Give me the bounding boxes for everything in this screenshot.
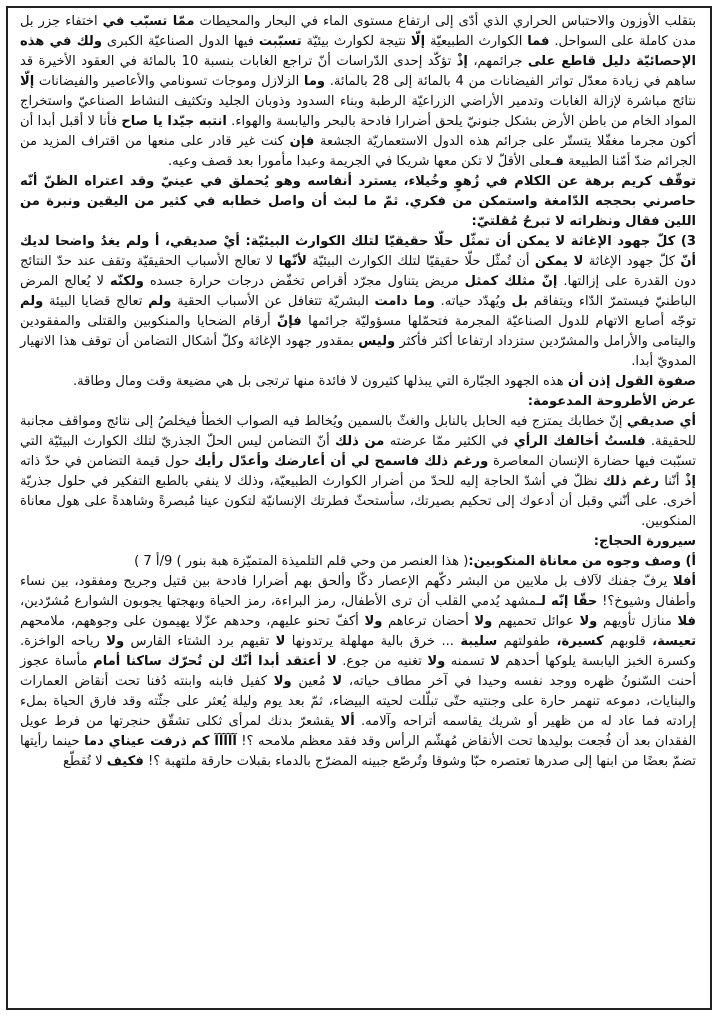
text-run: البشريّة تتغافل عن الأسباب الحقية	[171, 294, 375, 309]
bold-text-run: إذْ	[684, 474, 696, 489]
bold-text-run: لا	[332, 674, 343, 689]
text-run: يرفّ جفنك لآلاف بل ملايين من البشر دكّهم الإعصار دكّا وألحق بهم أضرارا فادحة بين قتيل وجريح ومفقود، بين نساء وأطفال وشيوخ؟!	[20, 574, 696, 609]
text-run: يقشعرّ بدنك لمرأى ثكلى تشقّق حنجرتها من فرط عويل الفقدان بعد أن فُجعت بوليدها تحت الأنقاض مُهشّم الرأس وقد فقد معظم ملامحه ؟!	[20, 714, 697, 749]
text-run: بمقدور جهود الإغاثة وكلّ أشكال التضامن أن توقف هذا الانهيار المدويّ أبدا.	[20, 334, 696, 369]
text-run: حينما رأيتها تضمّ بعضًا من ابنها إلى صدرها تعتصره حبّا وشوقا وتُرصّع جبينه المضرّج بالدماء بقبلات حارقة ملتهبة ؟!	[20, 734, 696, 769]
bold-text-run: ولم	[20, 294, 44, 309]
bold-text-run: تسبّبت	[258, 34, 302, 49]
text-run: لا تعالج الأسباب الحقيقيّة وتقف عند حدّ النتائج دون القدرة على إزالتها.	[20, 254, 697, 289]
text-run: أنّ التضامن ليس الحلّ الجذريّ لتلك الكوارث البيئيّة التي تسبّبت فيها حضارة الإنسان المعاصرة	[20, 434, 696, 469]
bold-text-run: لأنّها	[278, 254, 307, 269]
text-run: اختفاء جزر بل مدن كاملة على السواحل.	[20, 14, 696, 49]
bold-text-run: ممّا تسبّب في	[102, 14, 195, 29]
text-run: تغنيه من جوع.	[336, 654, 428, 669]
bold-text-run: عرض الأطروحة المدعومة:	[527, 394, 696, 409]
text-run: طفولتهم	[497, 634, 557, 649]
bold-text-run: أفلا	[672, 574, 696, 589]
text-run: ويُهدّد حياته.	[434, 294, 512, 309]
bold-text-run: فلا	[677, 614, 696, 629]
bold-text-run: تعيسة،	[652, 634, 697, 649]
bold-text-run: انتبه جيّدا يا صاح	[121, 114, 227, 129]
text-run: الكوارث الطبيعيّة	[425, 34, 528, 49]
bold-text-run: ولم	[148, 294, 172, 309]
bold-text-run: لا أعتقد أبدا أنّك لن تُحرّك ساكنا أمام	[93, 654, 337, 669]
bold-text-run: إنّ مثلك كمثل	[464, 274, 558, 289]
text-run: مريض يتناول مجرّد أقراص تخفّض درجات حرارة جسده	[143, 274, 465, 289]
text-run: إنّ خطابك يمتزج فيه الحابل بالنابل والغثّ بالسمين ويُخالط فيه الصواب الخطأ فيخلصُ إلى نتائج ومواقف مجانبة للحقيقة.	[20, 414, 697, 449]
bold-text-run: فلستُ أخالفك الرأي	[513, 434, 646, 449]
text-run: أن تُمثّل حلّا حقيقيّا لتلك الكوارث البيئيّة	[306, 254, 535, 269]
bold-text-run: أ) وصف وجوه من معاناة المنكوبين:	[468, 554, 696, 569]
text-run: أنّنا	[659, 474, 685, 489]
bold-text-run: فإنّ	[277, 314, 302, 329]
text-run: تقيهم برد الشتاء القارس	[124, 634, 276, 649]
bold-text-run: من ذلك	[335, 434, 385, 449]
document-text	[8, 8, 710, 776]
text-run: تسمنه	[445, 654, 491, 669]
text-run: هذه الجهود الجبّارة التي يبذلها كثيرون لا فائدة منها ترتجى بل هي مضيعة وقت ومال وطاقة.	[72, 374, 568, 389]
paragraph-victims-description	[20, 572, 696, 772]
text-run: أحضان ترعاهم	[382, 614, 475, 629]
bold-text-run: فـ	[550, 154, 564, 169]
bold-text-run: رغم ذلك	[602, 474, 660, 489]
document-page	[6, 6, 712, 1010]
bold-text-run: أي صديقي	[626, 414, 696, 429]
bold-text-run: لا	[490, 654, 500, 669]
text-run: تعالج قضايا البيئة	[43, 294, 149, 309]
text-run: حول قيمة التضامن في حدّ ذاته	[20, 454, 195, 469]
paragraph-relief-efforts-argument	[20, 232, 696, 372]
subheading-victims-suffering	[20, 552, 696, 572]
text-run: فأنا لا أقبل أبدا أن أكون مجرما مغفّلا يتستّر على جرائم هذه الدول الاستعماريّة الجشعة	[20, 114, 696, 149]
text-run: قلوبهم	[603, 634, 653, 649]
text-run: على الأقلّ لا تكن معها شريكا في الجريمة وعبدا مأمورا بعد قصف وعيه.	[167, 154, 551, 169]
text-run: مُعين	[291, 674, 333, 689]
bold-text-run: وليس	[358, 334, 396, 349]
bold-text-run: ورغم ذلك فاسمح لي أن أعارضك وأعدّل رأيك	[194, 454, 489, 469]
section-heading-argument-process	[20, 532, 696, 552]
text-run: نتيجة لكوارث بيئيّة	[301, 34, 411, 49]
text-run: كفيل فابنه وابنته دُفنا تحت أنقاض العمارات والبنايات، دموعه تنهمر حارة على وجنتيه حتّى تبلّلت لحيته البيضاء، ثمّ بعد يوم وليلة يُعثر على جثّته وقد فارق الحياة بملء إرادته فما عاد له من ظهير أو شريك يقاسمه أتراحه وآلامه.	[20, 674, 696, 729]
bold-text-run: كسيرة،	[556, 634, 604, 649]
text-run: في الكثير ممّا عرضته	[384, 434, 514, 449]
text-run: أكفّ تحنو عليهم، وحدهم عزّلا يهيمون على وجوههم، ملامحهم	[20, 614, 365, 629]
bold-text-run: ولا	[427, 654, 446, 669]
text-run: بتقلب الأوزون والاحتباس الحراري الذي أدّى إلى ارتفاع مستوى الماء في البحار والمحيطات	[194, 14, 696, 29]
text-run: كنت غير قادر على منعها من اقتراف المزيد من الجرائم ضدّ أمّنا الطبيعة	[20, 134, 696, 169]
text-run: مشهد يُدمي القلب أن ترى الأطفال، رمز البراءة، رمز الحياة وبهجتها يجوبون الشوارع مُشرّدين،	[20, 594, 537, 609]
text-run: منازل تأويهم	[597, 614, 678, 629]
text-run: ... خرق بالية مهلهلة يرتدونها	[285, 634, 461, 649]
paragraph-supported-thesis	[20, 412, 696, 532]
bold-text-run: ولك في هذه الإحصائيّة دليل قاطع على	[20, 34, 696, 69]
bold-text-run: إلّا	[20, 74, 35, 89]
text-run: نظلّ في أشدّ الحاجة إليه للحدّ من أضرار الكوارث الطبيعيّة، وذلك لا ينفي بالطبع التفكير في حلول جذريّة أخرى. على أنّني وقبل أن أدعوك إلى تحكيم بصيرتك، سأستحثّ فطرتك الإنسانيّة لتكون عينا مُبصرةً وشاهدةً على هول معاناة المنكوبين.	[20, 474, 696, 529]
text-run: ( هذا العنصر من وحي قلم التلميذة المتميّزة هبة بنور ) 9/أ 7 )	[134, 554, 469, 569]
bold-text-run: آآآآآ كم ذرفت عيناي دما	[84, 734, 237, 749]
bold-text-run: بل	[511, 294, 529, 309]
bold-text-run: لا يمكن	[534, 254, 584, 269]
bold-text-run: فما	[527, 34, 550, 49]
paragraph-conclusion	[20, 372, 696, 392]
bold-text-run: فإن	[289, 134, 315, 149]
text-run: لا تُقطّع	[62, 754, 107, 769]
bold-text-run: صفوة القول إذن أن	[567, 374, 696, 389]
bold-text-run: 3) كلّ جهود الإغاثة لا يمكن أن تمثّل حلّا حقيقيّا لتلك الكوارث البيئيّة: أيْ صديقي، أ ولم يغدُ واضحا لديك أنّ	[20, 234, 696, 269]
text-run: الزلازل وموجات تسونامي والأعاصير والفيضانات	[34, 74, 304, 89]
bold-text-run: سليبة	[460, 634, 498, 649]
paragraph-karim-pause	[20, 172, 696, 232]
bold-text-run: ألا	[340, 714, 355, 729]
text-run: كلّ جهود الإغاثة	[583, 254, 681, 269]
text-run: رياحه الواخزة. وكسرة الخبز اليابسة يلوكها أحدهم	[20, 634, 696, 669]
text-run: فيها الدول الصناعيّة الكبرى	[101, 34, 259, 49]
text-run: مأساة عجوز أحنت السّنونُ ظهره ووجد نفسه وحيدا في آخر مطاف حياته،	[20, 654, 696, 689]
bold-text-run: فكيف	[106, 754, 144, 769]
bold-text-run: حقّا إنّه لـ	[536, 594, 598, 609]
text-run: عوائل تحميهم	[492, 614, 580, 629]
text-run: تؤكّد إحدى الدّراسات أنّ تراجع الغابات بنسبة 10 بالمائة في العقود الأخيرة قد ساهم في زيادة معدّل تواتر الفيضانات من 4 بالمائة إلى 28 بالمائة.	[20, 54, 696, 89]
paragraph-pollution-causes	[20, 12, 696, 172]
text-run: أرقام الضحايا والمنكوبين والقتلى والمفقودين واليتامى والأرامل والمشرّدين ستزداد ارتفاعا أكثر فأكثر	[20, 314, 697, 349]
text-run: نتائج مباشرة لإزالة الغابات وتدمير الأراضي الزراعيّة الرطبة وبناء السدود وذوبان الجليد وتكثيف النشاط الصناعيّ واستخراج المواد الخام من باطن الأرض بشكل جنونيّ يلحق أضرارا فادحة بالبحر واليابسة والهواء.	[20, 94, 696, 129]
text-run: لا يُعالج المرض الباطنيّ فيستمرّ الدّاء ويتفاقم	[20, 274, 696, 309]
bold-text-run: إذْ	[456, 54, 468, 69]
bold-text-run: وما دامت	[374, 294, 435, 309]
bold-text-run: ولكنّه	[109, 274, 144, 289]
bold-text-run: ولا	[474, 614, 493, 629]
text-run: توجّه أصابع الاتهام للدول الصناعيّة المجرمة فتحمّلها مسؤوليّة جرائمها	[301, 314, 697, 329]
text-run: جرائمهم،	[467, 54, 528, 69]
bold-text-run: وما	[303, 74, 326, 89]
bold-text-run: ولا	[106, 634, 125, 649]
bold-text-run: ولا	[273, 674, 292, 689]
section-heading-supported-thesis	[20, 392, 696, 412]
bold-text-run: لا	[275, 634, 286, 649]
bold-text-run: ولا	[364, 614, 383, 629]
bold-text-run: سيرورة الحجاج:	[593, 534, 696, 549]
bold-text-run: توقّف كريم برهة عن الكلام في زُهوٍ وخُيلاء، يسترد أنفاسه وهو يُحملق في عينيّ وقد اعتراه الظنّ أنّه حاصرني بحججه الدّامغة واستمكن من فكري. ثمّ ما لبث أن واصل خطابه في كثير من اليقين ونبرة من اللين فقال ونظراته لا تبرحُ مُقلتيّ:	[20, 174, 696, 229]
bold-text-run: ولا	[579, 614, 598, 629]
bold-text-run: إلّا	[410, 34, 426, 49]
